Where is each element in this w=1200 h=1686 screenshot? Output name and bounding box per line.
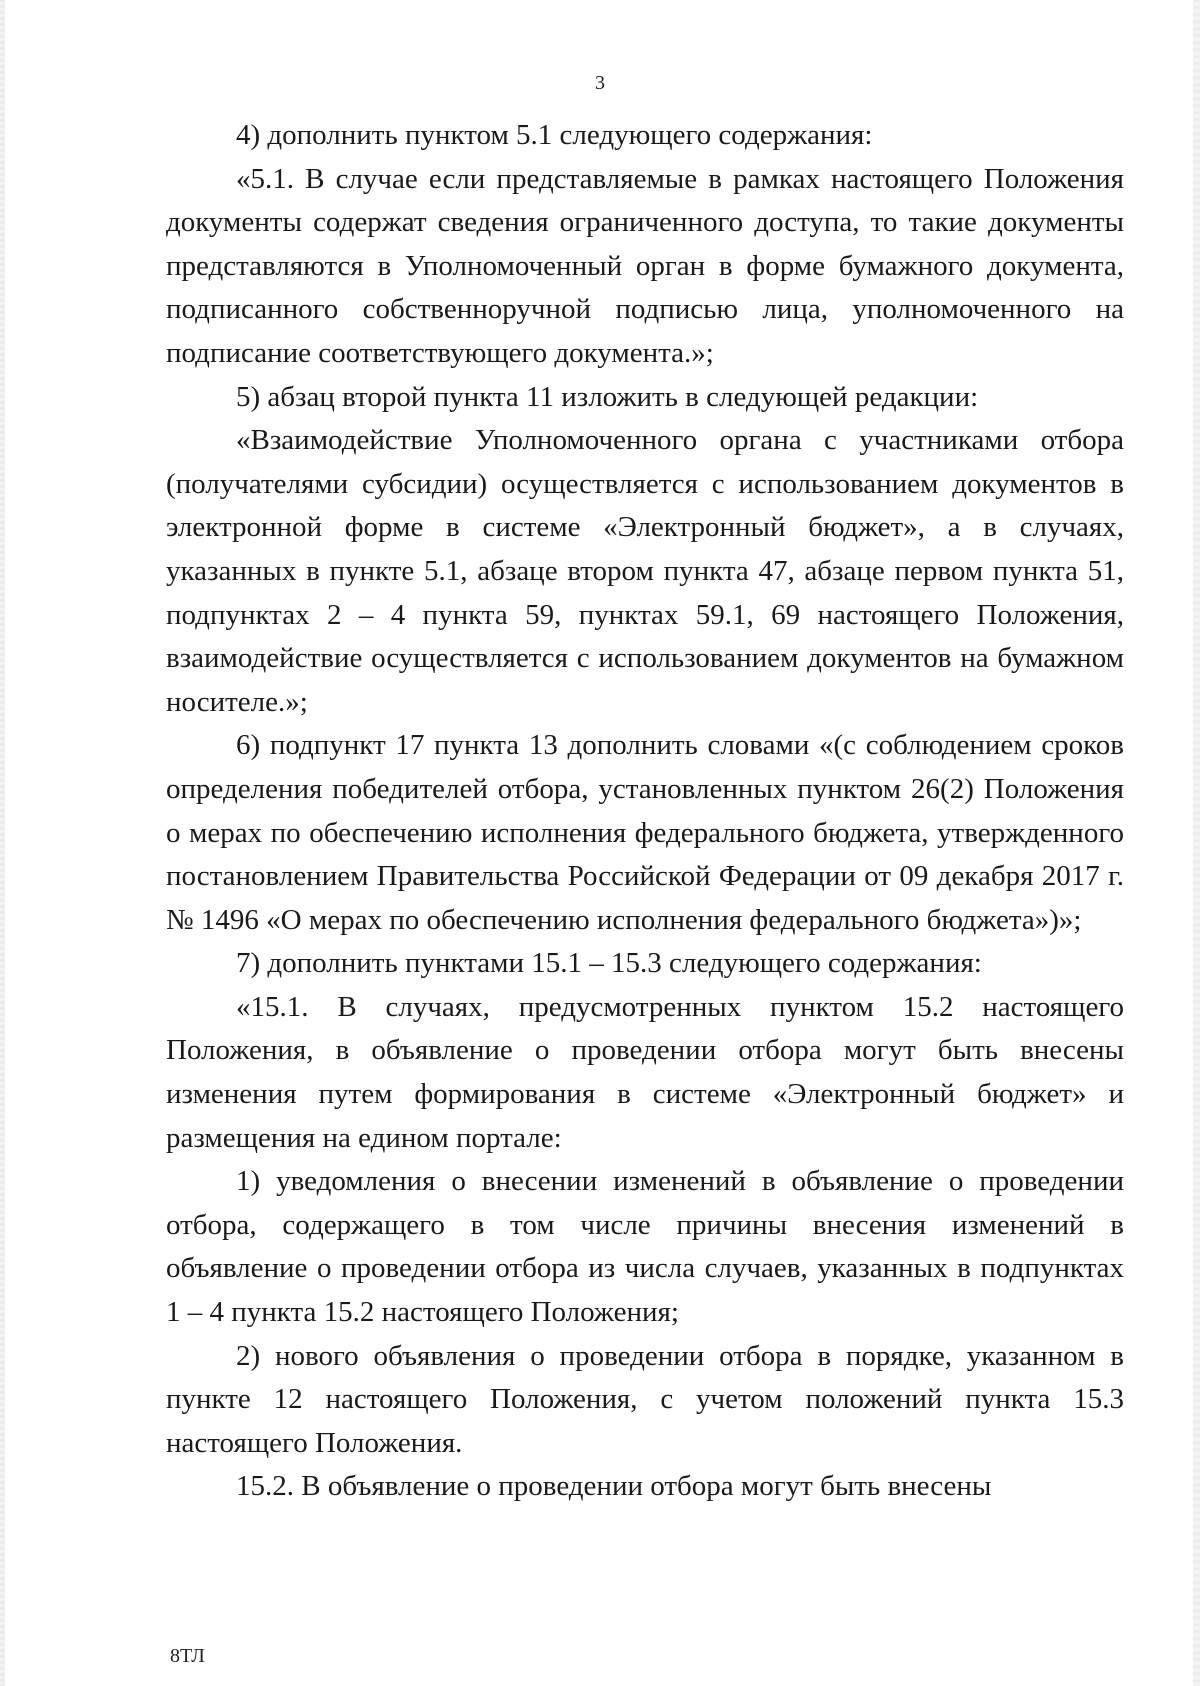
paragraph-point-15-2: 15.2. В объявление о проведении отбора могут быть внесены [236, 1470, 992, 1503]
paragraph-subitem-1: 1) уведомления о внесении изменений в объявление о проведении отбора, содержащего в том числе причины внесения изменений в объявление о проведении отбора из числа случаев, указанных в подпунктах 1 – 4 пункта 15.2 настоящего Положения; [166, 1165, 1124, 1329]
scan-edge-left [0, 0, 5, 1686]
paragraph-item-7: 7) дополнить пунктами 15.1 – 15.3 следующего содержания: [236, 947, 982, 980]
paragraph-item-5: 5) абзац второй пункта 11 изложить в следующей редакции: [236, 380, 979, 413]
paragraph-subitem-2: 2) нового объявления о проведении отбора в порядке, указанном в пункте 12 настоящего Положения, с учетом положений пункта 15.3 настоящего Положения. [166, 1339, 1124, 1459]
footer-code: 8ТЛ [170, 1645, 205, 1667]
paragraph-point-15-1: «15.1. В случаях, предусмотренных пунктом 15.2 настоящего Положения, в объявление о проведении отбора могут быть внесены изменения путем формирования в системе «Электронный бюджет» и размещения на едином портале: [166, 990, 1124, 1154]
paragraph-item-6: 6) подпункт 17 пункта 13 дополнить словами «(с соблюдением сроков определения победителей отбора, установленных пунктом 26(2) Положения о мерах по обеспечению исполнения федерального бюджета, утвержденного постановлением Правительства Российской Федерации от 09 декабря 2017 г. № 1496 «О мерах по обеспечению исполнения федерального бюджета»)»; [166, 729, 1124, 936]
page-number: 3 [595, 72, 605, 94]
document-body [166, 114, 1124, 1509]
paragraph-item-4: 4) дополнить пунктом 5.1 следующего содержания: [236, 119, 873, 151]
paragraph-interaction: «Взаимодействие Уполномоченного органа с участниками отбора (получателями субсидии) осуществляется с использованием документов в электронной форме в системе «Электронный бюджет», а в случаях, указанных в пункте 5.1, абзаце втором пункта 47, абзаце первом пункта 51, подпунктах 2 – 4 пункта 59, пунктах 59.1, 69 настоящего Положения, взаимодействие осуществляется с использованием документов на бумажном носителе.»; [166, 424, 1124, 718]
paragraph-point-5-1: «5.1. В случае если представляемые в рамках настоящего Положения документы содержат сведения ограниченного доступа, то такие документы представляются в Уполномоченный орган в форме бумажного документа, подписанного собственноручной подписью лица, уполномоченного на подписание соответствующего документа.»; [166, 162, 1124, 369]
scan-edge-right [1193, 0, 1200, 1686]
